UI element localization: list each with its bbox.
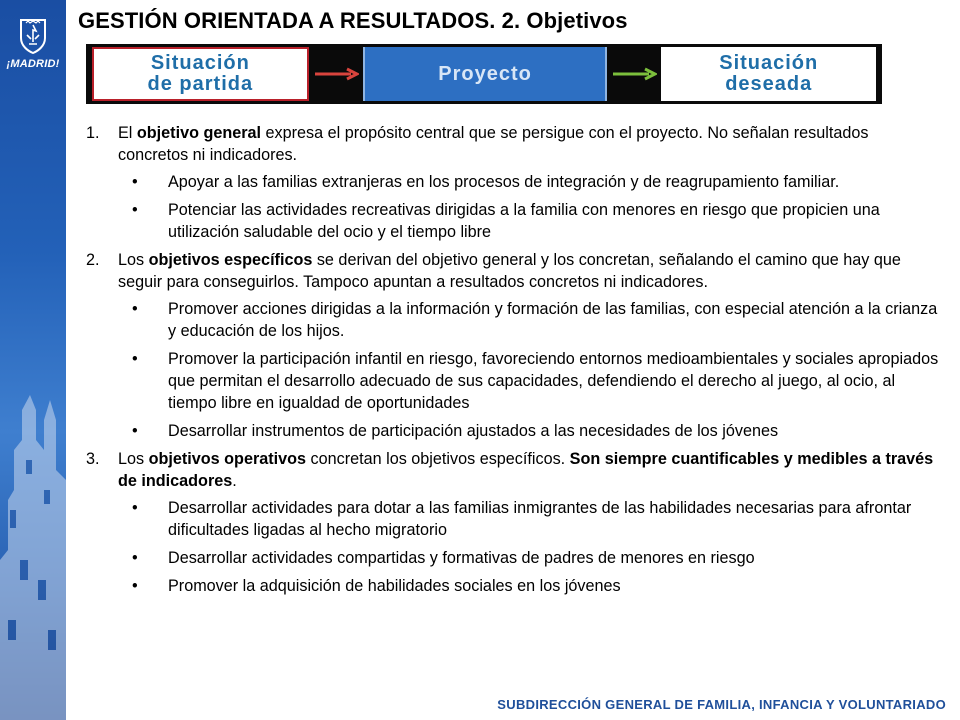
item-text-pre: Los [118, 450, 149, 468]
bullet-text: Promover acciones dirigidas a la información y formación de las familias, con especial atención a la crianza y educación de los hijos. [168, 300, 938, 340]
item-number: 1. [86, 124, 100, 142]
objective-item-specific [86, 249, 942, 293]
item-text-pre: El [118, 124, 137, 142]
bullet-text: Promover la adquisición de habilidades sociales en los jóvenes [168, 577, 621, 595]
footer-department: SUBDIRECCIÓN GENERAL DE FAMILIA, INFANCIA Y VOLUNTARIADO [497, 697, 946, 712]
item-text-post: concretan los objetivos específicos. [306, 450, 570, 468]
page-title: GESTIÓN ORIENTADA A RESULTADOS. 2. Objetivos [78, 8, 628, 33]
list-item [86, 497, 942, 541]
item-number: 2. [86, 251, 100, 269]
list-item [86, 420, 942, 442]
bullet-text: Potenciar las actividades recreativas dirigidas a la familia con menores en riesgo que propicien una utilización saludable del ocio y el tiempo libre [168, 201, 880, 241]
bullet-icon: • [132, 350, 138, 368]
bullet-icon: • [132, 201, 138, 219]
bullet-icon: • [132, 499, 138, 517]
bullet-text: Desarrollar actividades para dotar a las familias inmigrantes de las habilidades necesarias para afrontar dificultades ligadas al hecho migratorio [168, 499, 912, 539]
objective-item-general [86, 122, 942, 166]
madrid-shield-icon [18, 18, 48, 54]
item-text-bold: objetivo general [136, 124, 262, 142]
desired-situation-box [661, 47, 876, 101]
item-text-post: se derivan del objetivo general y los concretan, señalando el camino que hay que seguir para conseguirlos. Tampoco apuntan a resultados concretos ni indicadores. [118, 251, 901, 291]
item-number: 3. [86, 450, 100, 468]
city-skyline-graphic [0, 300, 66, 720]
desired-situation-line2: deseada [725, 73, 813, 95]
sidebar-band [0, 0, 66, 720]
list-item [86, 199, 942, 243]
bullet-text: Desarrollar instrumentos de participación ajustados a las necesidades de los jóvenes [168, 422, 779, 440]
item-text-bold: objetivos específicos [148, 251, 313, 269]
item-text-bold: objetivos operativos [148, 450, 307, 468]
bullet-icon: • [132, 577, 138, 595]
desired-situation-line1: Situación [719, 52, 819, 74]
project-box [363, 47, 608, 101]
bullet-icon: • [132, 300, 138, 318]
item-text-bold-2: Son siempre cuantificables y medibles a través de indicadores [118, 450, 934, 490]
bullet-icon: • [132, 173, 138, 191]
list-item [86, 348, 942, 414]
objectives-list [86, 122, 942, 603]
starting-situation-line1: Situación [150, 52, 250, 74]
item-text-post: expresa el propósito central que se persigue con el proyecto. No señalan resultados concretos ni indicadores. [118, 124, 869, 164]
starting-situation-box [92, 47, 309, 101]
list-item [86, 547, 942, 569]
bullet-icon: • [132, 422, 138, 440]
madrid-logo-text: ¡MADRID! [6, 58, 60, 70]
objective-item-operative [86, 448, 942, 492]
item-text-pre: Los [118, 251, 149, 269]
bullet-text: Promover la participación infantil en riesgo, favoreciendo entornos medioambientales y sociales apropiados que permitan el desarrollo adecuado de sus capacidades, defendiendo el derecho al juego, al ocio, al tiempo libre en igualdad de oportunidades [168, 350, 939, 412]
bullet-text: Apoyar a las familias extranjeras en los procesos de integración y de reagrupamiento familiar. [168, 173, 840, 191]
list-item [86, 171, 942, 193]
list-item [86, 575, 942, 597]
item-text-post-2: . [232, 472, 237, 490]
arrow-red-icon [309, 44, 363, 104]
process-banner [86, 44, 882, 104]
bullet-text: Desarrollar actividades compartidas y formativas de padres de menores en riesgo [168, 549, 755, 567]
bullet-icon: • [132, 549, 138, 567]
arrow-green-icon [607, 44, 661, 104]
starting-situation-line2: de partida [147, 73, 254, 95]
list-item [86, 298, 942, 342]
project-label: Proyecto [438, 62, 532, 85]
madrid-logo [4, 18, 62, 100]
